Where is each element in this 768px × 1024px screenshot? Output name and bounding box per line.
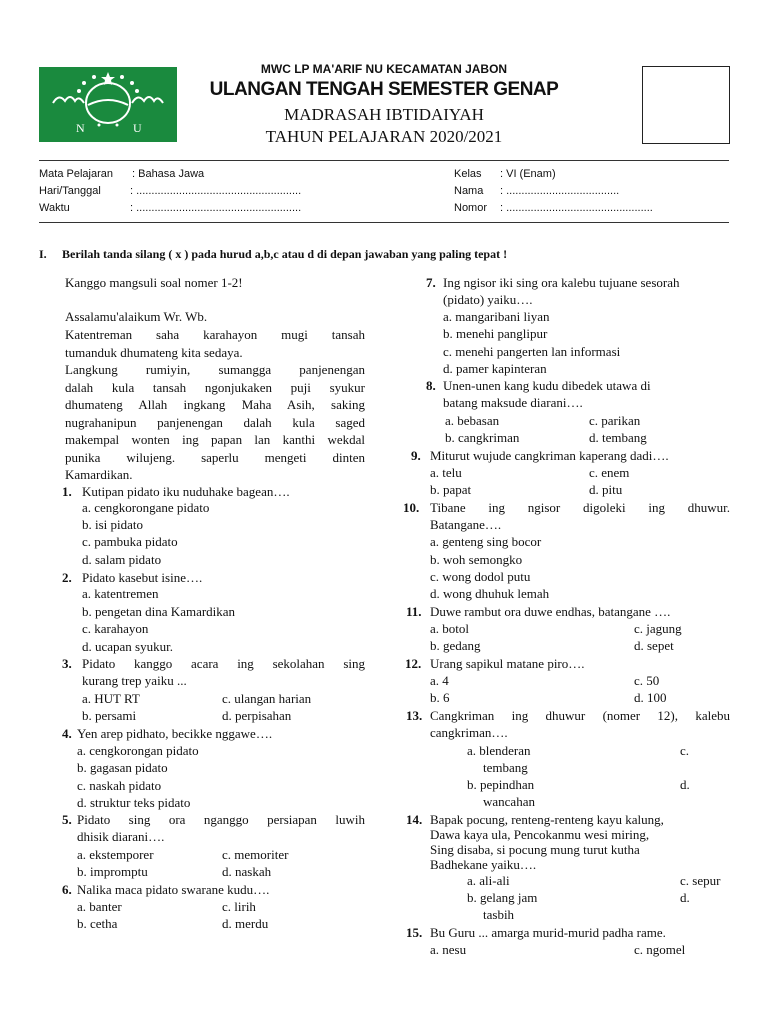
question-text: Ing ngisor iki sing ora kalebu tujuane sesorah: [443, 275, 680, 290]
answer-option[interactable]: d. salam pidato: [82, 552, 162, 567]
question-number: 12.: [405, 656, 422, 671]
answer-option[interactable]: c. enem: [589, 465, 630, 480]
question-text: Yen arep pidhato, becikke nggawe….: [77, 726, 273, 741]
question-number: 7.: [426, 275, 436, 290]
passage-line: Langkung rumiyin, sumangga panjenengan: [65, 362, 365, 377]
question-number: 8.: [426, 378, 436, 393]
question-text-cont: kurang trep yaiku ...: [82, 673, 187, 688]
passage-intro: Kanggo mangsuli soal nomer 1-2!: [65, 275, 243, 290]
info-label-class: Kelas: [454, 168, 482, 180]
answer-option[interactable]: d.: [680, 890, 690, 905]
answer-option[interactable]: a. botol: [430, 621, 469, 636]
answer-option[interactable]: b. impromptu: [77, 864, 148, 879]
question-number: 14.: [406, 812, 423, 827]
info-label-number: Nomor: [454, 202, 488, 214]
question-text: Nalika maca pidato swarane kudu….: [77, 882, 270, 897]
info-divider: [39, 222, 729, 223]
answer-option[interactable]: a. ekstemporer: [77, 847, 154, 862]
answer-option[interactable]: d. naskah: [222, 864, 272, 879]
academic-year: TAHUN PELAJARAN 2020/2021: [265, 127, 503, 146]
info-value-number[interactable]: : ................................................: [500, 202, 653, 214]
question-number: 13.: [406, 708, 423, 723]
answer-option[interactable]: a. 4: [430, 673, 449, 688]
answer-option-cont: wancahan: [483, 794, 535, 809]
answer-option[interactable]: b. isi pidato: [82, 517, 144, 532]
answer-option[interactable]: b. pepindhan: [467, 777, 535, 792]
answer-option[interactable]: d. sepet: [634, 638, 674, 653]
answer-option[interactable]: d. merdu: [222, 916, 269, 931]
question-number: 10.: [403, 500, 420, 515]
section-instruction: Berilah tanda silang ( x ) pada hurud a,b,c atau d di depan jawaban yang paling tepat !: [62, 247, 508, 261]
answer-option[interactable]: c. naskah pidato: [77, 778, 162, 793]
question-text-cont: dhisik diarani….: [77, 829, 165, 844]
passage-greeting: Assalamu'alaikum Wr. Wb.: [65, 309, 208, 324]
question-text-cont: (pidato) yaiku….: [443, 292, 533, 307]
answer-option[interactable]: a. blenderan: [467, 743, 531, 758]
answer-option[interactable]: a. cengkorongane pidato: [82, 500, 210, 515]
school-name: MADRASAH IBTIDAIYAH: [284, 105, 484, 124]
answer-option[interactable]: c. wong dodol putu: [430, 569, 531, 584]
question-text: Bu Guru ... amarga murid-murid padha rame.: [430, 925, 666, 940]
info-label-time: Waktu: [39, 202, 70, 214]
passage-line: makempal wonten ing papan lan kanthi wekdal: [65, 432, 365, 447]
header-divider: [39, 160, 729, 161]
question-text-cont: Badhekane yaiku….: [430, 857, 537, 872]
answer-option[interactable]: d. struktur teks pidato: [77, 795, 191, 810]
question-number: 6.: [62, 882, 72, 897]
answer-option[interactable]: c. sepur: [680, 873, 721, 888]
logo-letter-u: U: [133, 121, 142, 135]
info-value-subject: : Bahasa Jawa: [132, 168, 205, 180]
passage-line: tumanduk dhumateng kita sedaya.: [65, 344, 243, 360]
answer-option[interactable]: d. 100: [634, 690, 667, 705]
question-text: Kutipan pidato iku nuduhake bagean….: [82, 484, 290, 499]
info-value-time[interactable]: : ......................................................: [130, 202, 302, 214]
passage-line: nugrahanipun panjenengan dalah kula saged: [65, 414, 365, 430]
answer-option[interactable]: b. gagasan pidato: [77, 760, 168, 775]
answer-option[interactable]: a. banter: [77, 899, 122, 914]
answer-option[interactable]: a. mangaribani liyan: [443, 309, 550, 324]
answer-option[interactable]: a. telu: [430, 465, 462, 480]
photo-box: [642, 66, 730, 144]
question-text: Pidato sing ora nganggo persiapan luwih: [77, 812, 365, 827]
answer-option[interactable]: b. papat: [430, 482, 472, 497]
passage-line: punika wilujeng. saperlu mengeti dinten: [65, 449, 365, 465]
org-name: MWC LP MA'ARIF NU KECAMATAN JABON: [260, 62, 508, 76]
answer-option[interactable]: a. nesu: [430, 942, 467, 957]
question-number: 15.: [406, 925, 423, 940]
answer-option[interactable]: c. jagung: [634, 621, 682, 636]
answer-option[interactable]: d. tembang: [589, 430, 647, 445]
passage-line: dalah kula tansah ngonjukaken puji syukur: [65, 379, 365, 395]
passage-line: Kamardikan.: [65, 467, 133, 482]
answer-option[interactable]: a. cengkorongan pidato: [77, 743, 199, 758]
question-text: Duwe rambut ora duwe endhas, batangane ….: [430, 604, 671, 619]
info-label-subject: Mata Pelajaran: [39, 168, 113, 180]
question-text: Pidato kanggo acara ing sekolahan sing: [82, 656, 365, 671]
answer-option[interactable]: d. pitu: [589, 482, 623, 497]
answer-option[interactable]: a. katentremen: [82, 586, 159, 601]
answer-option[interactable]: a. genteng sing bocor: [430, 534, 542, 549]
exam-title: ULANGAN TENGAH SEMESTER GENAP: [209, 79, 559, 100]
answer-option[interactable]: c. pambuka pidato: [82, 534, 178, 549]
info-value-class: : VI (Enam): [500, 168, 556, 180]
question-text: Tibane ing ngisor digoleki ing dhuwur.: [430, 500, 730, 515]
passage-line: Katentreman saha karahayon mugi tansah: [65, 327, 365, 342]
question-number: 4.: [62, 726, 72, 741]
info-value-name[interactable]: : .....................................: [500, 185, 620, 197]
question-number: 3.: [62, 656, 72, 671]
question-text: Bapak pocung, renteng-renteng kayu kalung,: [430, 812, 664, 827]
question-text: Unen-unen kang kudu dibedek utawa di: [443, 378, 651, 393]
answer-option[interactable]: a. HUT RT: [82, 691, 140, 706]
answer-option[interactable]: c. karahayon: [82, 621, 149, 636]
answer-option[interactable]: b. persami: [82, 708, 137, 723]
logo-letter-n: N: [76, 121, 85, 135]
answer-option[interactable]: b. gedang: [430, 638, 481, 653]
answer-option[interactable]: b. woh semongko: [430, 552, 523, 567]
answer-option[interactable]: c. parikan: [589, 413, 641, 428]
answer-option[interactable]: c. memoriter: [222, 847, 289, 862]
answer-option[interactable]: d. pamer kapinteran: [443, 361, 547, 376]
question-text-cont: Batangane….: [430, 517, 502, 532]
answer-option[interactable]: c. ngomel: [634, 942, 686, 957]
answer-option[interactable]: b. gelang jam: [467, 890, 538, 905]
question-number: 1.: [62, 484, 72, 499]
info-value-date[interactable]: : ......................................................: [130, 185, 302, 197]
question-number: 5.: [62, 812, 72, 827]
answer-option[interactable]: c. menehi pangerten lan informasi: [443, 344, 621, 359]
answer-option[interactable]: c. ulangan harian: [222, 691, 312, 706]
answer-option[interactable]: b. menehi panglipur: [443, 326, 548, 341]
question-number: 11.: [406, 604, 422, 619]
answer-option[interactable]: c. lirih: [222, 899, 256, 914]
question-text: Urang sapikul matane piro….: [430, 656, 585, 671]
answer-option[interactable]: b. 6: [430, 690, 450, 705]
question-text: Pidato kasebut isine….: [82, 570, 203, 585]
info-label-name: Nama: [454, 185, 484, 197]
passage-line: dhumateng Allah ingkang Maha Asih, saking: [65, 397, 365, 412]
answer-option[interactable]: b. cangkriman: [445, 430, 520, 445]
answer-option[interactable]: d. wong dhuhuk lemah: [430, 586, 550, 601]
question-text-cont: Sing disaba, si pocung mung turut kutha: [430, 842, 640, 857]
answer-option[interactable]: d.: [680, 777, 690, 792]
answer-option[interactable]: d. perpisahan: [222, 708, 292, 723]
question-text-cont: cangkriman….: [430, 725, 508, 740]
question-number: 9.: [411, 448, 421, 463]
info-label-date: Hari/Tanggal: [39, 185, 101, 197]
answer-option[interactable]: c. 50: [634, 673, 660, 688]
answer-option[interactable]: c.: [680, 743, 690, 758]
answer-option[interactable]: b. pengetan dina Kamardikan: [82, 604, 236, 619]
section-number: I.: [39, 247, 47, 261]
question-text: Miturut wujude cangkriman kaperang dadi….: [430, 448, 669, 463]
passage-text: [65, 326, 365, 484]
question-text: Cangkriman ing dhuwur (nomer 12), kalebu: [430, 708, 730, 723]
question-number: 2.: [62, 570, 72, 585]
question-text-cont: Dawa kaya ula, Pencokanmu wesi miring,: [430, 827, 650, 842]
answer-option[interactable]: a. ali-ali: [467, 873, 510, 888]
question-text-cont: batang maksude diarani….: [443, 395, 583, 410]
answer-option[interactable]: d. ucapan syukur.: [82, 639, 173, 654]
answer-option-cont: tasbih: [483, 907, 515, 922]
answer-option-cont: tembang: [483, 760, 528, 775]
answer-option[interactable]: a. bebasan: [445, 413, 500, 428]
answer-option[interactable]: b. cetha: [77, 916, 118, 931]
